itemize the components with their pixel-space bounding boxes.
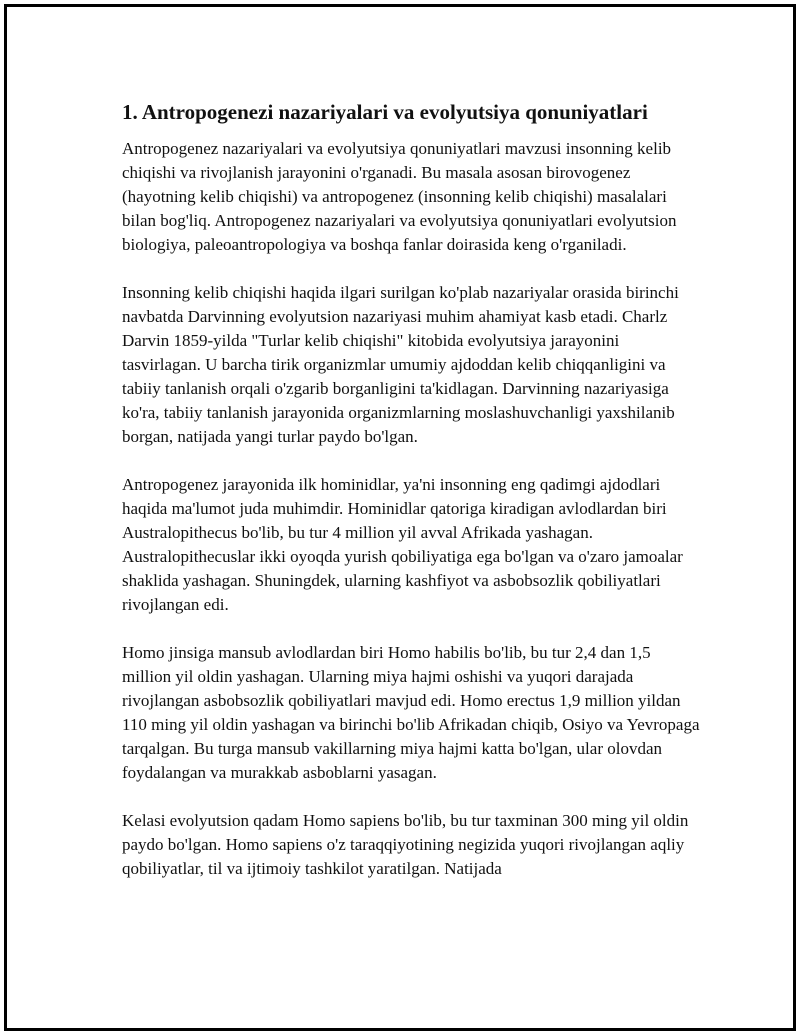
paragraph-2: Insonning kelib chiqishi haqida ilgari surilgan ko'plab nazariyalar orasida birinchi navbatda Darvinning evolyutsion nazariyasi muhim ahamiyat kasb etadi. Charlz Darvin 1859-yilda "Turlar kelib chiqishi" kitobida evolyutsiya jarayonini tasvirlagan. U barcha tirik organizmlar umumiy ajdoddan kelib chiqqanligini va tabiiy tanlanish orqali o'zgarib borganligini ta'kidlagan. Darvinning nazariyasiga ko'ra, tabiiy tanlanish jarayonida organizmlarning moslashuvchanligi yaxshilanib borgan, natijada yangi turlar paydo bo'lgan.: [122, 283, 679, 446]
paragraph-1: Antropogenez nazariyalari va evolyutsiya qonuniyatlari mavzusi insonning kelib chiqishi va rivojlanish jarayonini o'rganadi. Bu masala asosan birovogenez (hayotning kelib chiqishi) va antropogenez (insonning kelib chiqishi) masalalari bilan bog'liq. Antropogenez nazariyalari va evolyutsiya qonuniyatlari evolyutsion biologiya, paleoantropologiya va boshqa fanlar doirasida keng o'rganiladi.: [122, 139, 677, 254]
paragraph-4: Homo jinsiga mansub avlodlardan biri Homo habilis bo'lib, bu tur 2,4 dan 1,5 million yil oldin yashagan. Ularning miya hajmi oshishi va yuqori darajada rivojlangan asbobsozlik qobiliyatlari mavjud edi. Homo erectus 1,9 million yildan 110 ming yil oldin yashagan va birinchi bo'lib Afrikadan chiqib, Osiyo va Yevropaga tarqalgan. Bu turga mansub vakillarning miya hajmi katta bo'lgan, ular olovdan foydalangan va murakkab asboblarni yasagan.: [122, 643, 700, 782]
paragraph-5: Kelasi evolyutsion qadam Homo sapiens bo'lib, bu tur taxminan 300 ming yil oldin paydo bo'lgan. Homo sapiens o'z taraqqiyotining negizida yuqori rivojlangan aqliy qobiliyatlar, til va ijtimoiy tashkilot yaratilgan. Natijada: [122, 811, 689, 878]
page-frame: [4, 4, 796, 1031]
section-heading: 1. Antropogenezi nazariyalari va evolyutsiya qonuniyatlari: [122, 100, 648, 124]
document-body: [122, 97, 702, 905]
paragraph-3: Antropogenez jarayonida ilk hominidlar, ya'ni insonning eng qadimgi ajdodlari haqida ma'lumot juda muhimdir. Hominidlar qatoriga kiradigan avlodlardan biri Australopithecus bo'lib, bu tur 4 million yil avval Afrikada yashagan. Australopithecuslar ikki oyoqda yurish qobiliyatiga ega bo'lgan va o'zaro jamoalar shaklida yashagan. Shuningdek, ularning kashfiyot va asbobsozlik qobiliyatlari rivojlangan edi.: [122, 475, 683, 614]
